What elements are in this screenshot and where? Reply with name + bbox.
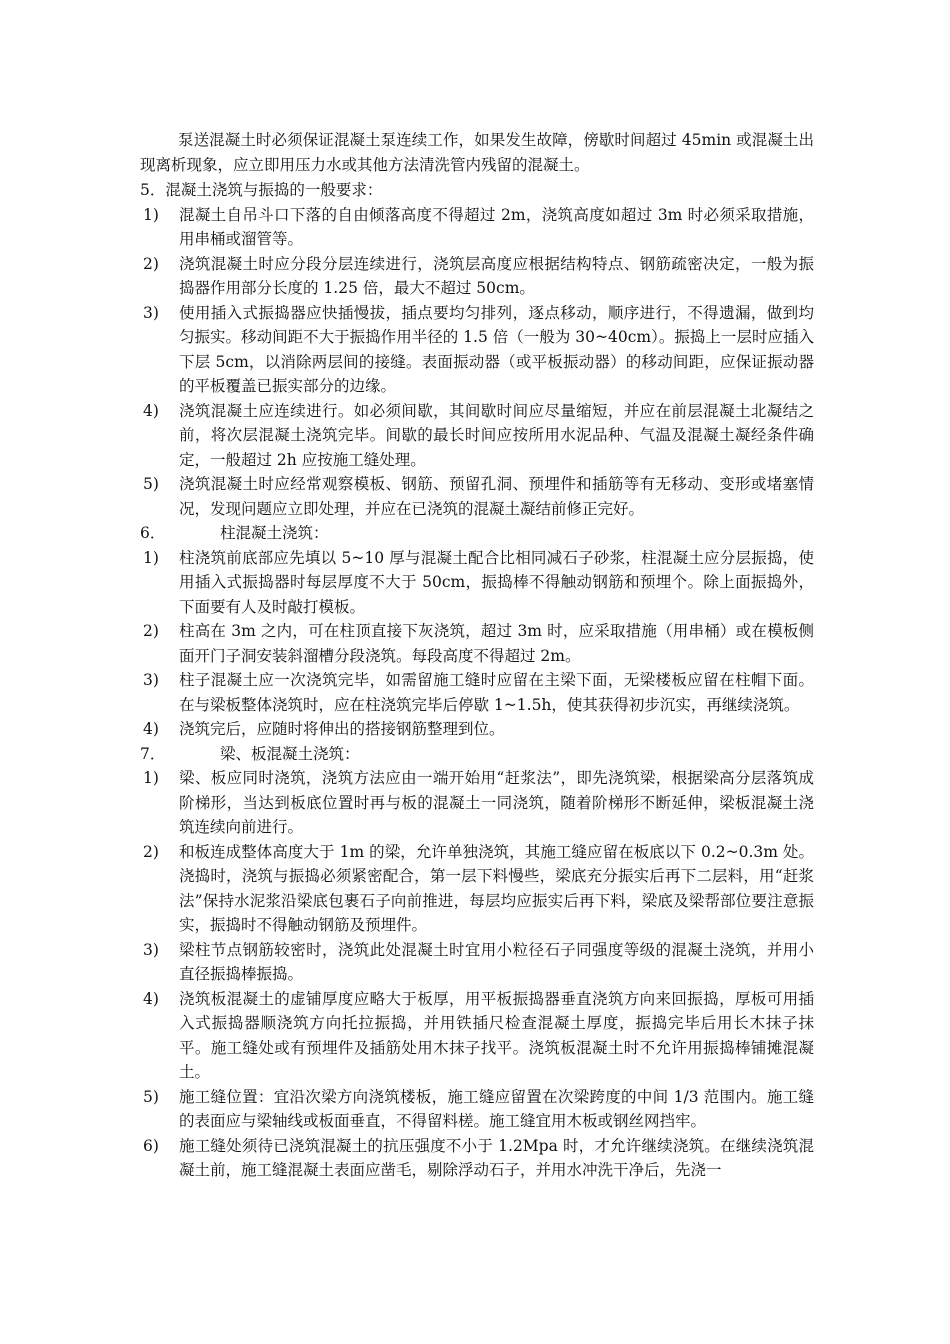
list-item-text: 柱高在 3m 之内，可在柱顶直接下灰浇筑，超过 3m 时，应采取措施（用串桶）或在模板侧面开门子洞安装斜溜槽分段浇筑。每段高度不得超过 2m。	[179, 622, 814, 665]
list-item-text: 混凝土自吊斗口下落的自由倾落高度不得超过 2m，浇筑高度如超过 3m 时必须采取措施，用串桶或溜管等。	[179, 205, 814, 248]
list-marker: 1)	[143, 548, 159, 567]
list-item-text: 柱浇筑前底部应先填以 5~10 厚与混凝土配合比相同减石子砂浆，柱混凝土应分层振捣，使用插入式振捣器时每层厚度不大于 50cm，振捣棒不得触动钢筋和预埋个。除上面振捣外，下面要有人及时敲打模板。	[179, 548, 814, 616]
list-item	[140, 840, 814, 938]
list-item	[140, 938, 814, 987]
list-marker: 2)	[143, 842, 159, 861]
list-marker: 3)	[143, 940, 159, 959]
list-item-text: 施工缝位置：宜沿次梁方向浇筑楼板，施工缝应留置在次梁跨度的中间 1/3 范围内。施工缝的表面应与梁轴线或板面垂直，不得留料槎。施工缝宜用木板或钢丝网挡牢。	[179, 1087, 814, 1130]
section-6	[140, 521, 814, 742]
list-marker: 5)	[143, 475, 159, 493]
section-number: 6．	[140, 524, 166, 542]
list-item-text: 梁、板应同时浇筑，浇筑方法应由一端开始用“赶浆法”，即先浇筑梁，根据梁高分层落筑成阶梯形，当达到板底位置时再与板的混凝土一同浇筑，随着阶梯形不断延伸，梁板混凝土浇筑连续向前进行。	[179, 769, 814, 836]
section-heading	[140, 178, 814, 203]
list-item	[140, 546, 814, 620]
list-item-text: 浇筑完后，应随时将伸出的搭接钢筋整理到位。	[179, 720, 505, 738]
list-item	[140, 1085, 814, 1134]
section-title: 梁、板混凝土浇筑：	[220, 744, 360, 763]
list-item	[140, 472, 814, 521]
list-item-text: 施工缝处须待已浇筑混凝土的抗压强度不小于 1.2Mpa 时，才允许继续浇筑。在继续浇筑混凝土前，施工缝混凝土表面应凿毛，剔除浮动石子，并用水冲洗干净后，先浇一	[179, 1136, 814, 1179]
list-item	[140, 717, 814, 742]
list-marker: 6)	[143, 1136, 159, 1155]
section-title: 柱混凝土浇筑：	[220, 524, 329, 542]
section-title: 混凝土浇筑与振捣的一般要求：	[165, 181, 383, 199]
list-item-text: 使用插入式振捣器应快插慢拔，插点要均匀排列，逐点移动，顺序进行，不得遗漏，做到均匀振实。移动间距不大于振捣作用半径的 1.5 倍（一般为 30~40cm）。振捣上一层时应插入下层 5cm，以消除两层间的接缝。表面振动器（或平板振动器）的移动间距，应保证振动器的平板覆盖已振实部分的边缘。	[179, 303, 814, 395]
list-item	[140, 766, 814, 840]
list-marker: 4)	[143, 401, 159, 420]
list-item	[140, 668, 814, 717]
list-marker: 3)	[143, 303, 159, 322]
list-marker: 2)	[143, 622, 159, 640]
list-item	[140, 987, 814, 1085]
section-heading	[140, 742, 814, 767]
intro-paragraph: 泵送混凝土时必须保证混凝土泵连续工作，如果发生故障，傍歇时间超过 45min 或混凝土出现离析现象，应立即用压力水或其他方法清洗管内残留的混凝土。	[140, 131, 814, 174]
list-marker: 4)	[143, 989, 159, 1008]
list-item	[140, 203, 814, 252]
list-marker: 1)	[143, 769, 159, 787]
section-heading	[140, 521, 814, 546]
list-item-text: 浇筑混凝土应连续进行。如必须间歇，其间歇时间应尽量缩短，并应在前层混凝土北凝结之前，将次层混凝土浇筑完毕。间歇的最长时间应按所用水泥品种、气温及混凝土凝经条件确定，一般超过 2h 应按施工缝处理。	[179, 401, 814, 469]
list-item-text: 浇筑混凝土时应经常观察模板、钢筋、预留孔洞、预埋件和插筋等有无移动、变形或堵塞情况，发现问题应立即处理，并应在已浇筑的混凝土凝结前修正完好。	[179, 475, 814, 518]
list-item-text: 柱子混凝土应一次浇筑完毕，如需留施工缝时应留在主梁下面，无梁楼板应留在柱帽下面。在与梁板整体浇筑时，应在柱浇筑完毕后停歇 1~1.5h，使其获得初步沉实，再继续浇筑。	[179, 671, 814, 714]
list-item-text: 梁柱节点钢筋较密时，浇筑此处混凝土时宜用小粒径石子同强度等级的混凝土浇筑，并用小直径振捣棒振捣。	[179, 940, 814, 983]
list-marker: 5)	[143, 1087, 159, 1106]
list-item	[140, 301, 814, 399]
list-item	[140, 619, 814, 668]
list-item-text: 浇筑板混凝土的虚铺厚度应略大于板厚，用平板振捣器垂直浇筑方向来回振捣，厚板可用插入式振捣器顺浇筑方向托拉振捣，并用铁插尺检查混凝土厚度，振捣完毕后用长木抹子抹平。施工缝处或有预埋件及插筋处用木抹子找平。浇筑板混凝土时不允许用振捣棒铺摊混凝土。	[179, 989, 814, 1081]
list-marker: 4)	[143, 720, 159, 738]
list-marker: 1)	[143, 205, 159, 224]
section-number: 5．	[140, 181, 166, 199]
document-body	[140, 178, 814, 1183]
list-item	[140, 399, 814, 473]
list-item-text: 和板连成整体高度大于 1m 的梁，允许单独浇筑，其施工缝应留在板底以下 0.2~0.3m 处。浇捣时，浇筑与振捣必须紧密配合，第一层下料慢些，梁底充分振实后再下二层料，用“赶浆法”保持水泥浆沿梁底包裹石子向前推进，每层均应振实后再下料，梁底及梁帮部位要注意振实，振捣时不得触动钢筋及预埋件。	[179, 842, 814, 934]
list-item-text: 浇筑混凝土时应分段分层连续进行，浇筑层高度应根据结构特点、钢筋疏密决定，一般为振捣器作用部分长度的 1.25 倍，最大不超过 50cm。	[179, 254, 814, 297]
list-item	[140, 1134, 814, 1183]
section-number: 7．	[140, 744, 166, 763]
section-7	[140, 742, 814, 1183]
list-item	[140, 252, 814, 301]
list-marker: 3)	[143, 671, 159, 689]
list-marker: 2)	[143, 254, 159, 273]
section-5	[140, 178, 814, 521]
